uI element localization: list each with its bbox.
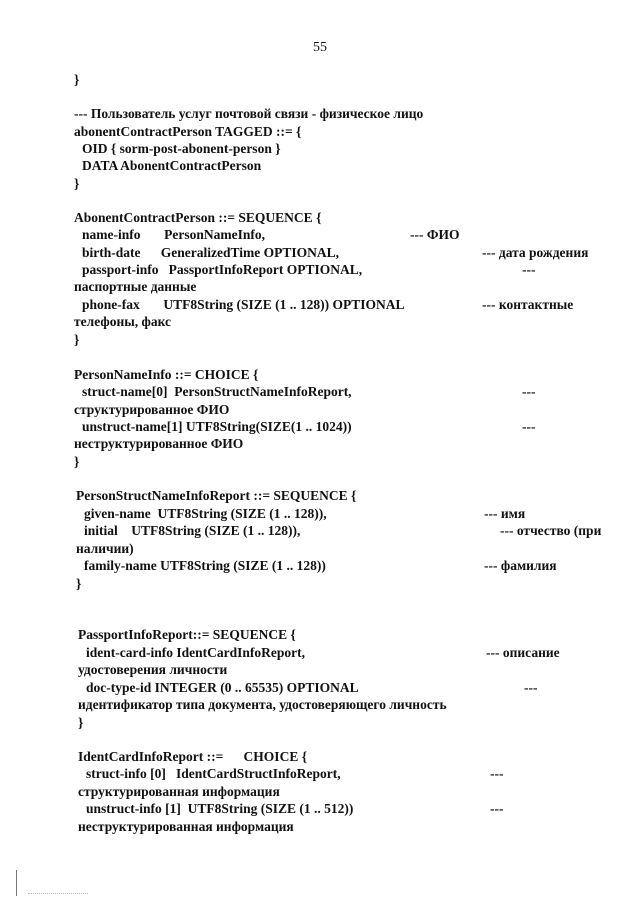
page-number: 55 (313, 40, 327, 55)
text-line: --- (522, 419, 536, 434)
text-line: phone-fax UTF8String (SIZE (1 .. 128)) OPTIONAL (82, 297, 405, 312)
text-line: --- ФИО (410, 227, 460, 242)
text-line: given-name UTF8String (SIZE (1 .. 128)), (84, 506, 327, 521)
margin-mark (16, 870, 17, 896)
text-line: passport-info PassportInfoReport OPTIONAL, (82, 262, 363, 277)
text-line: IdentCardInfoReport ::= CHOICE { (78, 749, 308, 764)
text-line: PersonNameInfo ::= CHOICE { (74, 367, 259, 382)
text-line: --- (490, 801, 504, 816)
text-line: --- (522, 262, 536, 277)
text-line: удостоверения личности (78, 662, 228, 677)
text-line: --- контактные (482, 297, 574, 312)
text-line: abonentContractPerson TAGGED ::= { (74, 124, 302, 139)
text-line: } (74, 176, 80, 191)
scan-artifact (28, 893, 88, 895)
text-line: ident-card-info IdentCardInfoReport, (86, 645, 305, 660)
text-line: --- фамилия (484, 558, 557, 573)
text-line: --- (522, 384, 536, 399)
text-line: doc-type-id INTEGER (0 .. 65535) OPTIONAL (86, 680, 359, 695)
text-line: структурированная информация (78, 784, 280, 799)
text-line: --- имя (484, 506, 526, 521)
text-line: AbonentContractPerson ::= SEQUENCE { (74, 210, 322, 225)
text-line: DATA AbonentContractPerson (82, 158, 262, 173)
text-line: идентификатор типа документа, удостоверяющего личность (78, 697, 447, 712)
text-line: } (74, 72, 80, 87)
text-line: OID { sorm-post-abonent-person } (82, 141, 281, 156)
text-line: неструктурированное ФИО (74, 436, 244, 451)
text-line: наличии) (76, 541, 134, 556)
text-line: PersonStructNameInfoReport ::= SEQUENCE { (76, 488, 357, 503)
text-line: name-info PersonNameInfo, (82, 227, 265, 242)
text-line: телефоны, факс (74, 314, 172, 329)
text-line: --- Пользователь услуг почтовой связи - физическое лицо (74, 106, 424, 121)
text-line: структурированное ФИО (74, 402, 230, 417)
text-line: } (74, 454, 80, 469)
text-line: unstruct-name[1] UTF8String(SIZE(1 .. 1024)) (82, 419, 352, 434)
text-line: паспортные данные (74, 279, 197, 294)
text-line: struct-info [0] IdentCardStructInfoReport, (86, 766, 341, 781)
text-line: --- дата рождения (482, 245, 589, 260)
text-line: --- описание (486, 645, 560, 660)
text-line: --- отчество (при (500, 523, 602, 538)
text-line: struct-name[0] PersonStructNameInfoReport, (82, 384, 352, 399)
text-line: } (78, 715, 84, 730)
text-line: initial UTF8String (SIZE (1 .. 128)), (84, 523, 301, 538)
text-line: PassportInfoReport::= SEQUENCE { (78, 627, 296, 642)
text-line: } (76, 576, 82, 591)
text-line: неструктурированная информация (78, 819, 294, 834)
text-line: family-name UTF8String (SIZE (1 .. 128)) (84, 558, 326, 573)
text-line: --- (524, 680, 538, 695)
text-line: --- (490, 766, 504, 781)
text-line: birth-date GeneralizedTime OPTIONAL, (82, 245, 339, 260)
text-line: } (74, 332, 80, 347)
text-line: unstruct-info [1] UTF8String (SIZE (1 .. 512)) (86, 801, 354, 816)
